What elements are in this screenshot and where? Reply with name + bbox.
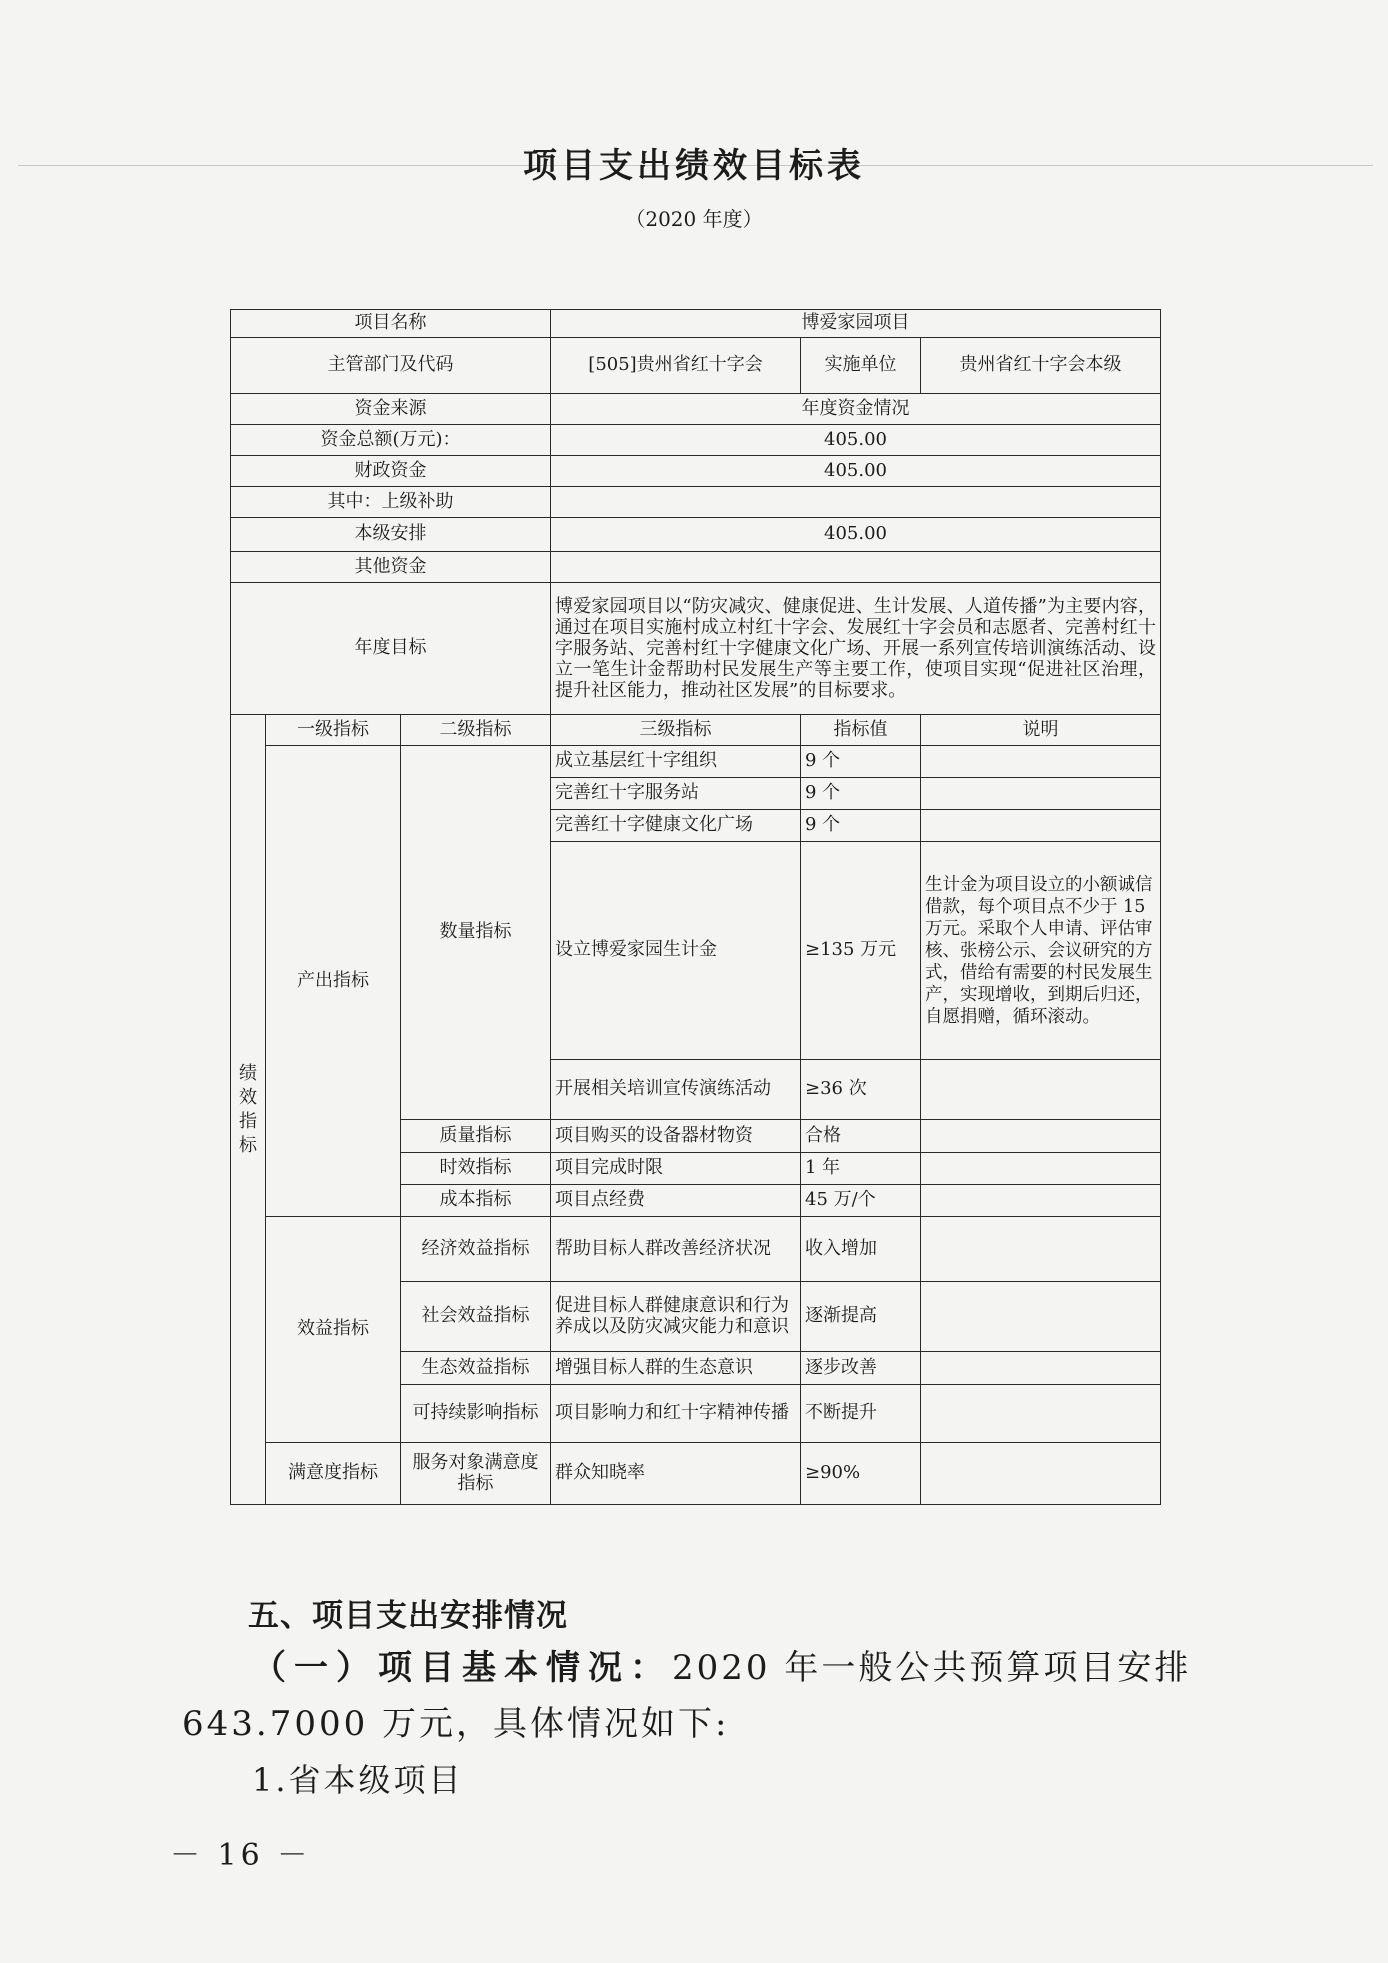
indicator-value: ≥36 次 xyxy=(801,1060,921,1120)
indicator-value: 9 个 xyxy=(801,810,921,842)
indicator-name: 帮助目标人群改善经济状况 xyxy=(551,1217,801,1282)
indicator-name: 完善红十字服务站 xyxy=(551,778,801,810)
project-name-value: 博爱家园项目 xyxy=(551,310,1161,338)
satisfaction-label: 满意度指标 xyxy=(266,1443,401,1505)
dept-value: [505]贵州省红十字会 xyxy=(551,338,801,394)
header-level2: 二级指标 xyxy=(401,715,551,746)
performance-target-table xyxy=(230,309,1161,1505)
indicator-value: ≥135 万元 xyxy=(801,842,921,1060)
ecological-label: 生态效益指标 xyxy=(401,1352,551,1385)
other-label: 其他资金 xyxy=(231,552,551,583)
indicator-note xyxy=(921,1352,1161,1385)
row-indicator-headers xyxy=(231,715,1161,746)
header-note: 说明 xyxy=(921,715,1161,746)
indicator-name: 项目购买的设备器材物资 xyxy=(551,1120,801,1153)
section-heading: 五、项目支出安排情况 xyxy=(248,1598,568,1634)
local-value: 405.00 xyxy=(551,518,1161,552)
fiscal-label: 财政资金 xyxy=(231,456,551,487)
row-fiscal xyxy=(231,456,1161,487)
header-level3: 三级指标 xyxy=(551,715,801,746)
indicator-value: 收入增加 xyxy=(801,1217,921,1282)
satisfaction-sub-label: 服务对象满意度指标 xyxy=(401,1443,551,1505)
indicator-value: 9 个 xyxy=(801,778,921,810)
table-row xyxy=(231,1217,1161,1282)
superior-label: 其中：上级补助 xyxy=(231,487,551,518)
output-label: 产出指标 xyxy=(266,746,401,1217)
indicator-note: 生计金为项目设立的小额诚信借款，每个项目点不少于 15 万元。采取个人申请、评估审核、张榜公示、会议研究的方式，借给有需要的村民发展生产，实现增收，到期后归还，自愿捐赠，循环滚动。 xyxy=(921,842,1161,1060)
goal-text: 博爱家园项目以“防灾减灾、健康促进、生计发展、人道传播”为主要内容，通过在项目实施村成立村红十字会、发展红十字会员和志愿者、完善村红十字服务站、完善村红十字健康文化广场、开展一系列宣传培训演练活动、设立一笔生计金帮助村民发展生产等主要工作，使项目实现“促进社区治理，提升社区能力，推动社区发展”的目标要求。 xyxy=(551,583,1161,715)
other-value xyxy=(551,552,1161,583)
social-label: 社会效益指标 xyxy=(401,1282,551,1352)
total-label: 资金总额(万元)： xyxy=(231,425,551,456)
paragraph-body: 2020 年一般公共预算项目安排 643.7000 万元，具体情况如下: xyxy=(182,1648,1192,1744)
indicator-value: 45 万/个 xyxy=(801,1185,921,1217)
indicator-value: 逐渐提高 xyxy=(801,1282,921,1352)
indicator-value: ≥90% xyxy=(801,1443,921,1505)
indicator-name: 项目点经费 xyxy=(551,1185,801,1217)
header-value: 指标值 xyxy=(801,715,921,746)
cost-label: 成本指标 xyxy=(401,1185,551,1217)
superior-value xyxy=(551,487,1161,518)
indicator-note xyxy=(921,810,1161,842)
quality-label: 质量指标 xyxy=(401,1120,551,1153)
row-total xyxy=(231,425,1161,456)
paragraph-lead: （一）项目基本情况： xyxy=(252,1648,672,1688)
page-title: 项目支出绩效目标表 xyxy=(523,146,865,186)
indicator-note xyxy=(921,1185,1161,1217)
indicator-value: 逐步改善 xyxy=(801,1352,921,1385)
indicator-value: 1 年 xyxy=(801,1153,921,1185)
row-fund-source xyxy=(231,394,1161,425)
row-annual-goal xyxy=(231,583,1161,715)
sustainable-label: 可持续影响指标 xyxy=(401,1385,551,1443)
fund-source-value: 年度资金情况 xyxy=(551,394,1161,425)
year-subtitle: （2020 年度） xyxy=(625,207,763,231)
indicator-note xyxy=(921,1282,1161,1352)
side-label-cell xyxy=(231,715,266,1505)
indicator-value: 不断提升 xyxy=(801,1385,921,1443)
indicator-note xyxy=(921,746,1161,778)
goal-label: 年度目标 xyxy=(231,583,551,715)
basic-info-paragraph xyxy=(182,1640,1232,1752)
benefit-label: 效益指标 xyxy=(266,1217,401,1443)
indicator-note xyxy=(921,1120,1161,1153)
indicator-note xyxy=(921,1153,1161,1185)
dept-label: 主管部门及代码 xyxy=(231,338,551,394)
indicator-note xyxy=(921,1385,1161,1443)
row-superior-subsidy xyxy=(231,487,1161,518)
indicator-name: 项目影响力和红十字精神传播 xyxy=(551,1385,801,1443)
indicator-note xyxy=(921,778,1161,810)
indicator-name: 项目完成时限 xyxy=(551,1153,801,1185)
page-number: － 16 － xyxy=(170,1838,312,1873)
indicator-name: 设立博爱家园生计金 xyxy=(551,842,801,1060)
indicator-name: 群众知晓率 xyxy=(551,1443,801,1505)
indicator-name: 开展相关培训宣传演练活动 xyxy=(551,1060,801,1120)
impl-label: 实施单位 xyxy=(801,338,921,394)
project-name-label: 项目名称 xyxy=(231,310,551,338)
indicator-note xyxy=(921,1217,1161,1282)
fund-source-label: 资金来源 xyxy=(231,394,551,425)
indicator-note xyxy=(921,1443,1161,1505)
list-item-provincial: 1.省本级项目 xyxy=(252,1761,464,1799)
fiscal-value: 405.00 xyxy=(551,456,1161,487)
side-label: 绩效指标 xyxy=(239,1062,257,1156)
indicator-value: 9 个 xyxy=(801,746,921,778)
indicator-name: 增强目标人群的生态意识 xyxy=(551,1352,801,1385)
indicator-name: 成立基层红十字组织 xyxy=(551,746,801,778)
row-other xyxy=(231,552,1161,583)
total-value: 405.00 xyxy=(551,425,1161,456)
impl-value: 贵州省红十字会本级 xyxy=(921,338,1161,394)
indicator-name: 完善红十字健康文化广场 xyxy=(551,810,801,842)
quantity-label: 数量指标 xyxy=(401,746,551,1120)
economic-label: 经济效益指标 xyxy=(401,1217,551,1282)
indicator-name: 促进目标人群健康意识和行为养成以及防灾减灾能力和意识 xyxy=(551,1282,801,1352)
table-row xyxy=(231,746,1161,778)
table-row xyxy=(231,1443,1161,1505)
row-department xyxy=(231,338,1161,394)
timeliness-label: 时效指标 xyxy=(401,1153,551,1185)
local-label: 本级安排 xyxy=(231,518,551,552)
indicator-value: 合格 xyxy=(801,1120,921,1153)
row-local xyxy=(231,518,1161,552)
header-level1: 一级指标 xyxy=(266,715,401,746)
indicator-note xyxy=(921,1060,1161,1120)
row-project-name xyxy=(231,310,1161,338)
